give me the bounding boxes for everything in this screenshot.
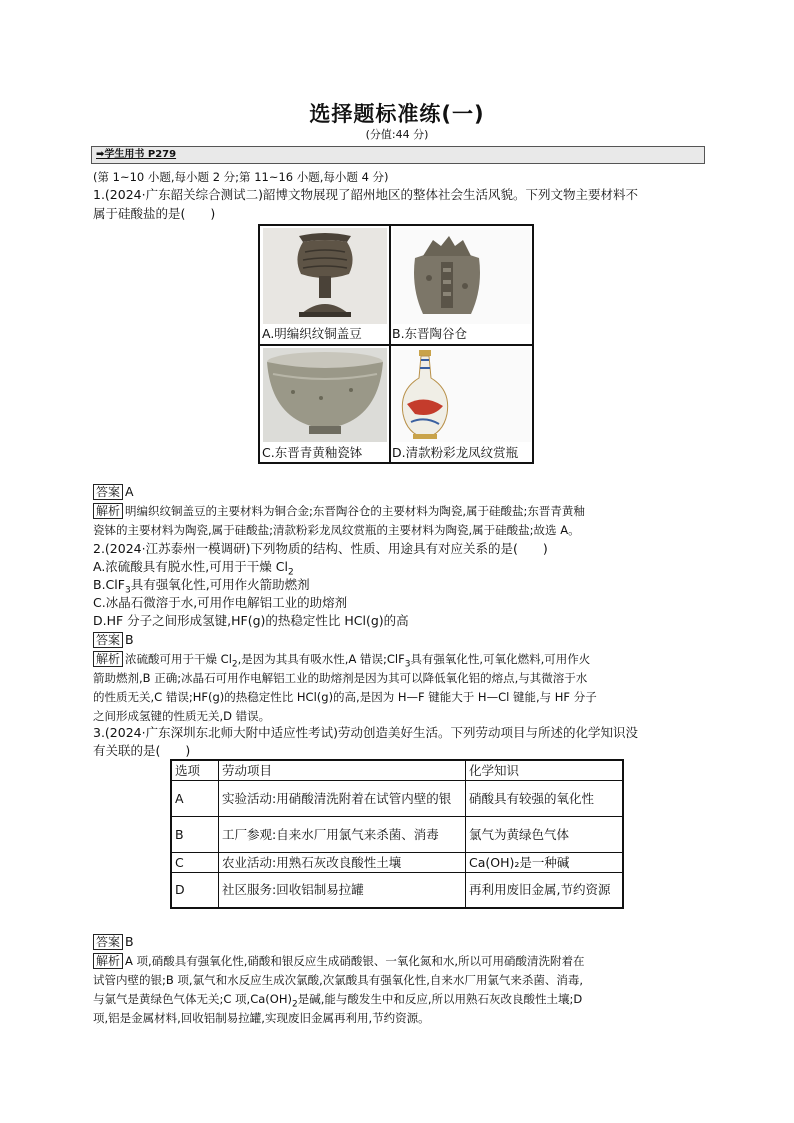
- instructions: (第 1~10 小题,每小题 2 分;第 11~16 小题,每小题 4 分): [93, 170, 389, 184]
- q1-answer: [93, 483, 134, 501]
- q1-image-grid: [258, 224, 534, 464]
- q3-analysis-line1: 解析 A 项,硝酸具有强氧化性,硝酸和银反应生成硝酸银、一氧化氮和水,所以可用硝酸清洗附着在: [93, 952, 585, 970]
- table-header: 劳动项目: [219, 760, 466, 780]
- q3-stem-line2: 有关联的是( ): [93, 743, 191, 758]
- answer-label: 答案: [93, 632, 123, 648]
- table-row: A 实验活动:用硝酸清洗附着在试管内壁的银 硝酸具有较强的氧化性: [171, 780, 623, 816]
- answer-label: 答案: [93, 934, 123, 950]
- q2-analysis-line1: 解析 浓硫酸可用于干燥 $Cl_2$,是因为其具有吸水性,A 错误;ClF$_3$具有强氧化性,可氧化燃料,可用作火: [93, 650, 590, 673]
- q1-option-d: D.清款粉彩龙凤纹赏瓶: [392, 445, 519, 460]
- q2-answer-value: B: [125, 632, 134, 647]
- answer-label: 答案: [93, 484, 123, 500]
- q2-option-d: D.HF 分子之间形成氢键,HF(g)的热稳定性比 HCl(g)的高: [93, 613, 409, 628]
- table-header: 选项: [171, 760, 219, 780]
- q1-stem-line1: 1.(2024·广东韶关综合测试二)韶博文物展现了韶州地区的整体社会生活风貌。下列文物主要材料不: [93, 187, 638, 202]
- q3-stem-line1: 3.(2024·广东深圳东北师大附中适应性考试)劳动创造美好生活。下列劳动项目与所述的化学知识没: [93, 725, 638, 740]
- bronze-vessel-icon: [263, 228, 387, 324]
- table-header-row: [171, 760, 623, 780]
- q1-option-b: B.东晋陶谷仓: [392, 326, 468, 341]
- analysis-label: 解析: [93, 503, 123, 519]
- table-row: D 社区服务:回收铝制易拉罐 再利用废旧金属,节约资源: [171, 872, 623, 908]
- q1-analysis-line1: 解析 明编织纹铜盖豆的主要材料为铜合金;东晋陶谷仓的主要材料为陶瓷,属于硅酸盐;东晋青黄釉: [93, 502, 585, 520]
- q2-answer: [93, 631, 134, 649]
- q3-analysis-line2: 试管内壁的银;B 项,氯气和水反应生成次氯酸,次氯酸具有强氧化性,自来水厂用氯气来杀菌、消毒,: [93, 973, 584, 987]
- q1-option-a: A.明编织纹铜盖豆: [262, 326, 362, 341]
- glazed-bowl-icon: [263, 348, 387, 442]
- q2-option-b: B.ClF$_3$具有强氧化性,可用作火箭助燃剂: [93, 577, 310, 596]
- analysis-label: 解析: [93, 953, 123, 969]
- q3-table: [170, 759, 624, 909]
- q1-stem-line2: 属于硅酸盐的是( ): [93, 206, 216, 221]
- q2-option-a: A.浓硫酸具有脱水性,可用于干燥 $Cl_2$: [93, 559, 294, 578]
- q3-answer-value: B: [125, 934, 134, 949]
- table-row: B 工厂参观:自来水厂用氯气来杀菌、消毒 氯气为黄绿色气体: [171, 816, 623, 852]
- q1-answer-value: A: [125, 484, 134, 499]
- table-header: 化学知识: [466, 760, 624, 780]
- score-note: (分值:44 分): [365, 128, 429, 141]
- q3-analysis-line4: 项,铝是金属材料,回收铝制易拉罐,实现废旧金属再利用,节约资源。: [93, 1011, 430, 1025]
- book-reference-bar[interactable]: ➡学生用书 P279: [91, 146, 705, 164]
- q3-answer: [93, 933, 134, 951]
- q2-analysis-line3: 的性质无关,C 错误;HF(g)的热稳定性比 HCl(g)的高,是因为 H—F 键能大于 H—Cl 键能,与 HF 分子: [93, 690, 597, 704]
- q1-option-c: C.东晋青黄釉瓷钵: [262, 445, 363, 460]
- q1-analysis-line2: 瓷钵的主要材料为陶瓷,属于硅酸盐;清款粉彩龙凤纹赏瓶的主要材料为陶瓷,属于硅酸盐;故选 A。: [93, 523, 580, 537]
- q2-option-c: C.冰晶石微溶于水,可用作电解铝工业的助熔剂: [93, 595, 348, 610]
- q2-analysis-line4: 之间形成氢键的性质无关,D 错误。: [93, 709, 271, 723]
- analysis-label: 解析: [93, 651, 123, 667]
- q2-stem: 2.(2024·江苏泰州一模调研)下列物质的结构、性质、用途具有对应关系的是( ): [93, 541, 548, 556]
- table-row: C 农业活动:用熟石灰改良酸性土壤 Ca(OH)₂是一种碱: [171, 852, 623, 872]
- porcelain-vase-icon: [393, 348, 531, 442]
- pottery-granary-icon: [393, 228, 531, 324]
- page-title: 选择题标准练(一): [309, 102, 485, 126]
- q2-analysis-line2: 箭助燃剂,B 正确;冰晶石可用作电解铝工业的助熔剂是因为其可以降低氧化铝的熔点,与其微溶于水: [93, 671, 588, 685]
- q3-analysis-line3: 与氯气是黄绿色气体无关;C 项$,Ca(OH)_2$是碱,能与酸发生中和反应,所以用熟石灰改良酸性土壤;D: [93, 992, 583, 1010]
